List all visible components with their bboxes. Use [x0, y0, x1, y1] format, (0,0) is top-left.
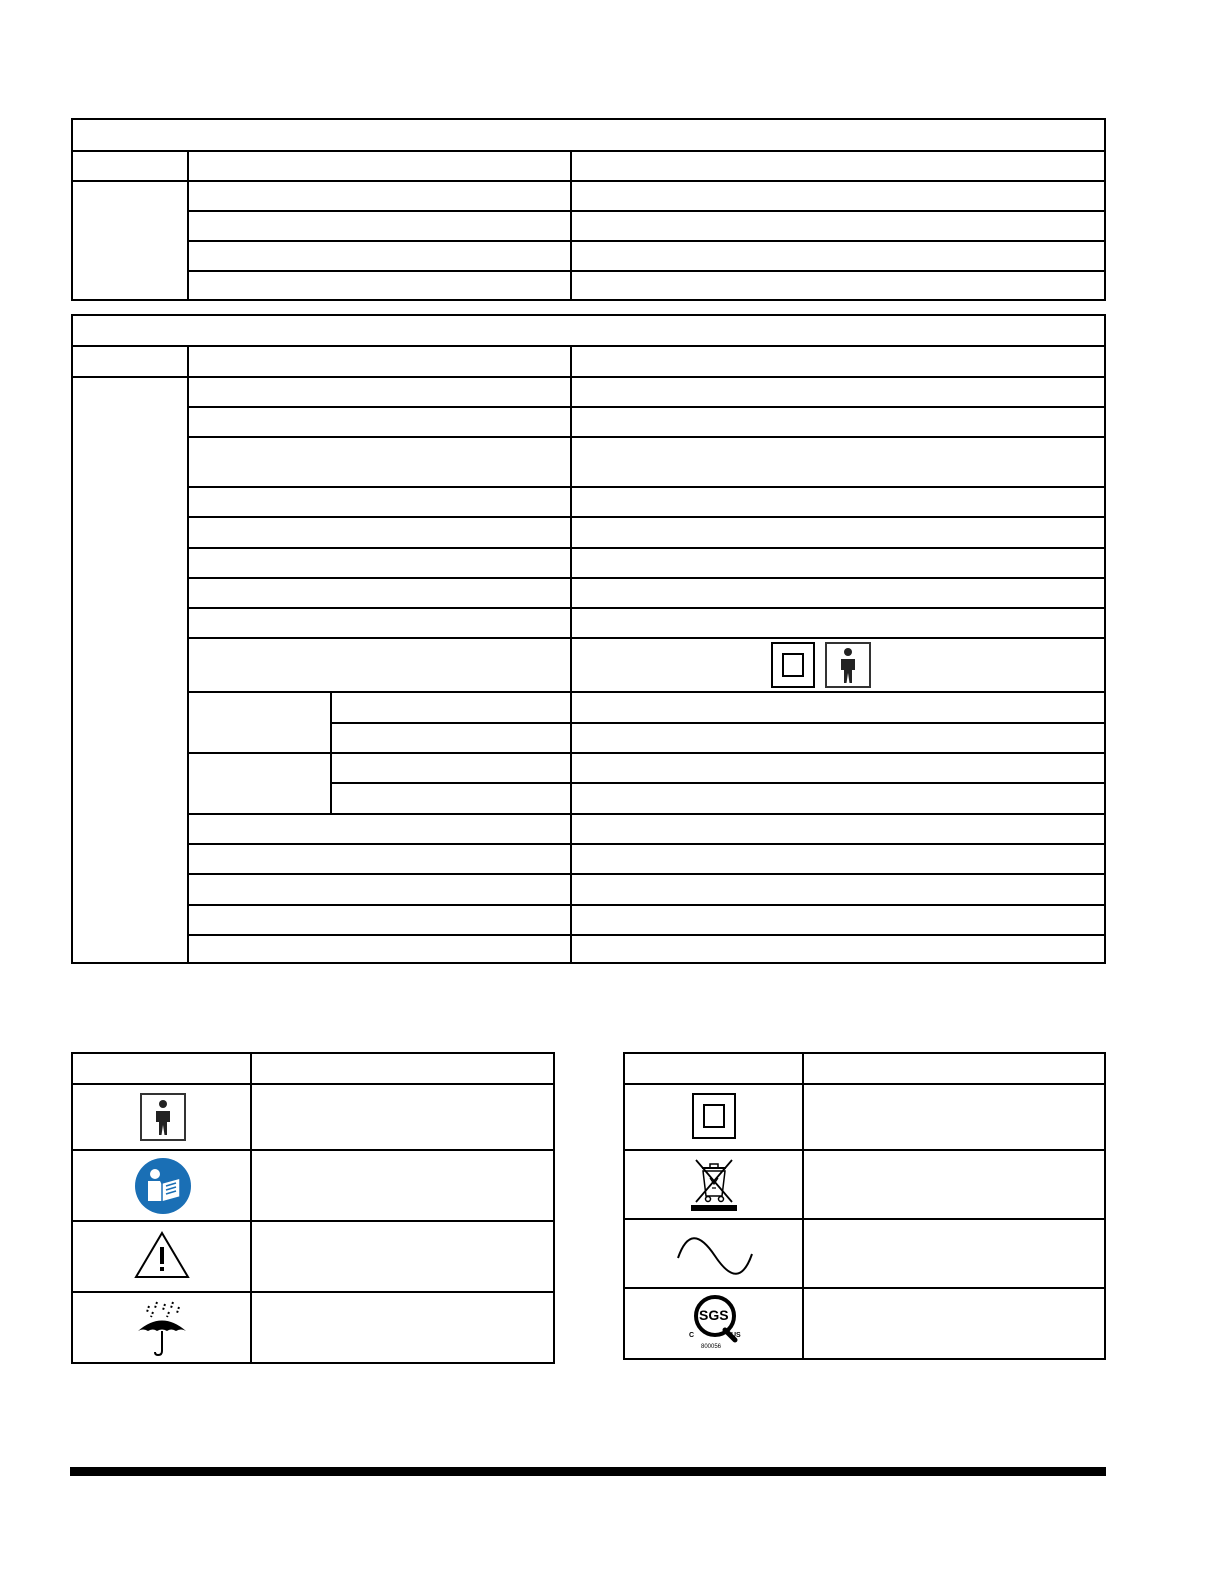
table-2-row-divider: [187, 637, 1104, 639]
spec-table-2: [71, 314, 1106, 964]
table-2-row-divider: [187, 843, 1104, 845]
crossed-bin-icon: [688, 1156, 740, 1212]
table-1-title-divider: [73, 150, 1104, 152]
double-square-icon: [692, 1093, 736, 1139]
table-2-row-divider: [187, 873, 1104, 875]
table-2-header-divider: [73, 376, 1104, 378]
symbols-left-row-divider: [73, 1149, 553, 1151]
table-2-row-divider: [187, 904, 1104, 906]
table-2-row-divider: [187, 406, 1104, 408]
table-2-row-divider: [187, 813, 1104, 815]
footer-rule: [70, 1467, 1106, 1476]
table-2-row-divider: [187, 691, 1104, 693]
table-1-row-divider: [187, 270, 1104, 272]
table-2-row-divider: [187, 516, 1104, 518]
symbols-right-row-divider: [625, 1083, 1104, 1085]
symbols-left-row-divider: [73, 1291, 553, 1293]
table-2-row-divider: [187, 607, 1104, 609]
table-1-header-divider: [73, 180, 1104, 182]
read-manual-icon: [134, 1157, 192, 1215]
table-1-col-divider-b: [570, 150, 572, 301]
table-2-row-divider: [330, 782, 1104, 784]
symbols-left-row-divider: [73, 1220, 553, 1222]
sgs-number: 800056: [701, 1344, 722, 1350]
table-2-row-divider: [187, 934, 1104, 936]
sgs-c-mark: C: [689, 1332, 695, 1339]
spec-table-1: [71, 118, 1106, 301]
sgs-mark-icon: [687, 1294, 745, 1352]
table-2-row-divider: [187, 547, 1104, 549]
sgs-us-mark: US: [731, 1332, 741, 1339]
table-1-row-divider: [187, 240, 1104, 242]
table-2-row-divider: [330, 722, 1104, 724]
double-square-icon: [771, 642, 815, 688]
table-2-row-divider: [187, 486, 1104, 488]
table-2-row-divider: [187, 436, 1104, 438]
warning-triangle-icon: [134, 1230, 190, 1280]
sgs-brand-text: SGS: [699, 1307, 729, 1323]
symbols-right-row-divider: [625, 1149, 1104, 1151]
symbols-table-left: [71, 1052, 555, 1364]
table-2-row-divider: [187, 577, 1104, 579]
table-1-row-divider: [187, 210, 1104, 212]
symbols-right-col-divider: [802, 1054, 804, 1358]
symbols-left-col-divider: [250, 1054, 252, 1362]
symbols-left-row-divider: [73, 1083, 553, 1085]
symbols-right-row-divider: [625, 1287, 1104, 1289]
symbols-right-row-divider: [625, 1218, 1104, 1220]
table-1-col-divider-a: [187, 150, 189, 301]
sine-wave-icon: [675, 1234, 755, 1278]
person-in-box-icon: [140, 1093, 186, 1141]
person-in-box-icon: [825, 642, 871, 688]
umbrella-rain-icon: [135, 1298, 189, 1358]
table-2-row-divider: [187, 752, 1104, 754]
table-2-title-divider: [73, 345, 1104, 347]
symbols-table-right: [623, 1052, 1106, 1360]
